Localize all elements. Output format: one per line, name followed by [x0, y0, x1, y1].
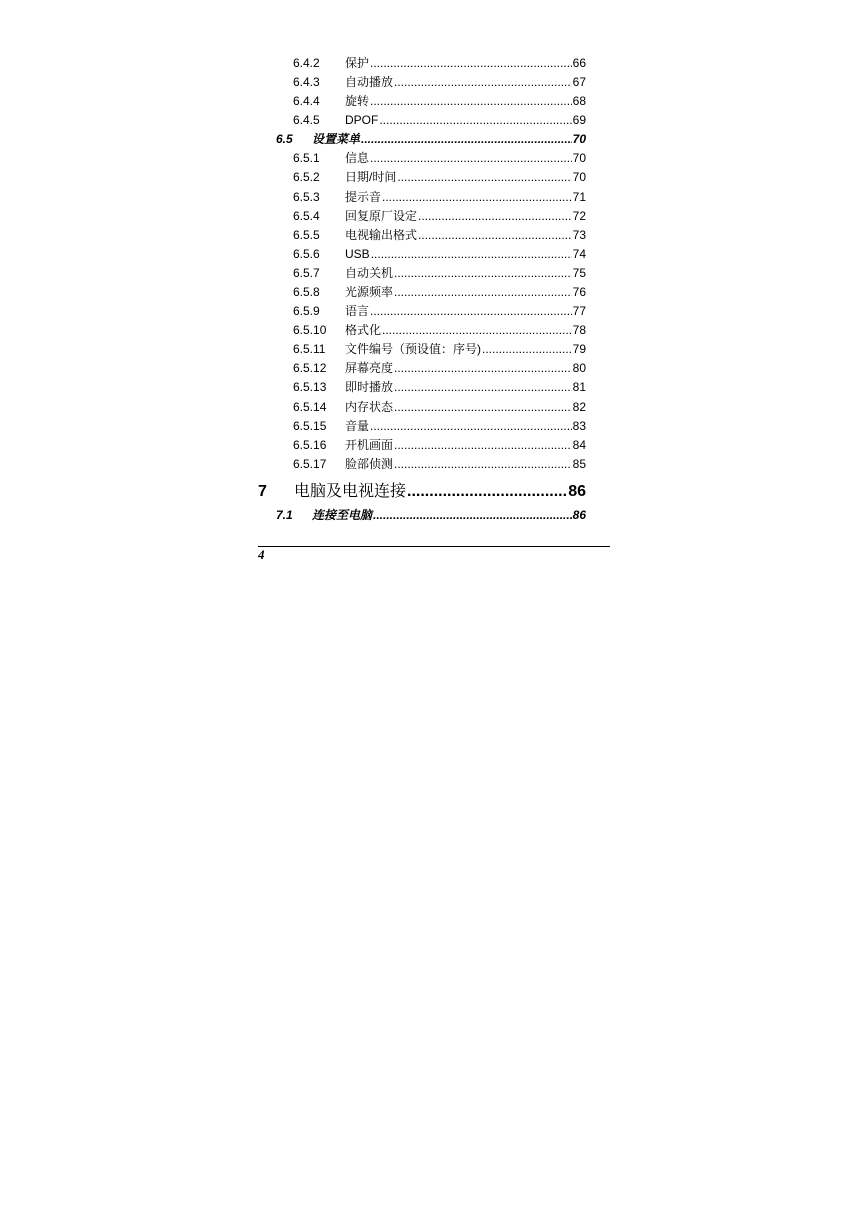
dot-leader: [370, 55, 572, 71]
toc-entry[interactable]: [293, 74, 586, 90]
toc-entry-page: 70: [572, 132, 586, 146]
toc-entry-title: 语言: [345, 304, 370, 318]
dot-leader: [370, 418, 572, 434]
toc-entry-title: 电脑及电视连接: [294, 483, 407, 500]
toc-entry-title: 信息: [345, 151, 370, 165]
toc-entry[interactable]: [293, 246, 586, 262]
toc-entry-number: 6.4.4: [293, 94, 320, 108]
toc-entry[interactable]: [293, 55, 586, 71]
toc-entry-number: 6.5.7: [293, 266, 320, 280]
toc-entry-number: 6.4.5: [293, 113, 320, 127]
toc-entry-page: 68: [572, 94, 586, 108]
toc-entry-number: 6.4.2: [293, 56, 320, 70]
toc-entry-title: 设置菜单: [312, 132, 361, 146]
toc-entry-page: 77: [572, 304, 586, 318]
toc-entry-title: 格式化: [345, 323, 382, 337]
dot-leader: [371, 246, 572, 262]
dot-leader: [482, 341, 572, 357]
dot-leader: [394, 360, 572, 376]
toc-entry[interactable]: [293, 227, 586, 243]
toc-entry[interactable]: [293, 341, 586, 357]
toc-entry-title: 旋转: [345, 94, 370, 108]
toc-entry-title: 文件编号（预设值：序号): [345, 342, 481, 356]
toc-entry-title: 提示音: [345, 190, 382, 204]
dot-leader: [397, 169, 571, 185]
toc-entry-title: 即时播放: [345, 380, 394, 394]
toc-entry-number: 6.5.16: [293, 438, 327, 452]
toc-entry-number: 6.5.1: [293, 151, 320, 165]
toc-entry-title: DPOF: [345, 113, 379, 127]
toc-entry-number: 6.5.13: [293, 380, 327, 394]
toc-chapter-entry[interactable]: [258, 481, 586, 503]
dot-leader: [418, 227, 572, 243]
dot-leader: [361, 131, 572, 147]
toc-entry-page: 67: [572, 75, 586, 89]
toc-entry[interactable]: [293, 360, 586, 376]
toc-entry[interactable]: [293, 399, 586, 415]
dot-leader: [394, 284, 572, 300]
toc-entry-page: 72: [572, 209, 586, 223]
toc-entry-title: 日期/时间: [345, 170, 397, 184]
toc-entry-title: 开机画面: [345, 438, 394, 452]
toc-entry[interactable]: [293, 208, 586, 224]
toc-entry-number: 6.5.12: [293, 361, 327, 375]
toc-entry-number: 6.5.17: [293, 457, 327, 471]
dot-leader: [394, 437, 572, 453]
toc-entry-page: 81: [572, 380, 586, 394]
dot-leader: [370, 150, 572, 166]
toc-entry-number: 6.5.15: [293, 419, 327, 433]
page-number: 4: [258, 547, 265, 562]
toc-entry[interactable]: [293, 189, 586, 205]
toc-entry-page: 71: [572, 190, 586, 204]
dot-leader: [370, 303, 572, 319]
toc-entry-page: 86: [572, 508, 586, 522]
toc-entry[interactable]: [293, 379, 586, 395]
toc-entry-title: 回复原厂设定: [345, 209, 418, 223]
toc-entry[interactable]: [293, 284, 586, 300]
toc-entry-page: 78: [572, 323, 586, 337]
toc-entry-number: 7.1: [276, 508, 293, 522]
toc-entry-number: 6.4.3: [293, 75, 320, 89]
toc-entry-number: 6.5.9: [293, 304, 320, 318]
toc-entry-title: 保护: [345, 56, 370, 70]
toc-entry-page: 82: [572, 400, 586, 414]
toc-entry[interactable]: [293, 93, 586, 109]
toc-entry[interactable]: [293, 418, 586, 434]
dot-leader: [394, 265, 572, 281]
toc-entry-title: 自动关机: [345, 266, 394, 280]
toc-entry-number: 6.5.5: [293, 228, 320, 242]
toc-entry-number: 7: [258, 483, 267, 500]
dot-leader: [394, 399, 572, 415]
toc-entry-page: 83: [572, 419, 586, 433]
toc-entry-number: 6.5.2: [293, 170, 320, 184]
dot-leader: [394, 74, 572, 90]
toc-entry[interactable]: [293, 437, 586, 453]
toc-entry-page: 84: [572, 438, 586, 452]
toc-entry-page: 73: [572, 228, 586, 242]
toc-entry-page: 85: [572, 457, 586, 471]
toc-entry-number: 6.5.11: [293, 342, 326, 356]
dot-leader: [382, 189, 572, 205]
toc-entry-title: 屏幕亮度: [345, 361, 394, 375]
toc-entry-title: 音量: [345, 419, 370, 433]
toc-entry-title: 脸部侦测: [345, 457, 394, 471]
toc-entry[interactable]: [293, 169, 586, 185]
toc-entry[interactable]: [293, 150, 586, 166]
toc-entry-title: 连接至电脑: [312, 508, 373, 522]
toc-section-entry[interactable]: [276, 131, 586, 147]
toc-entry-number: 6.5.6: [293, 247, 320, 261]
dot-leader: [379, 112, 571, 128]
dot-leader: [394, 456, 572, 472]
dot-leader: [418, 208, 572, 224]
dot-leader: [407, 481, 567, 503]
toc-entry-page: 70: [572, 151, 586, 165]
toc-entry[interactable]: [293, 303, 586, 319]
toc-entry-page: 70: [572, 170, 586, 184]
toc-entry-title: 自动播放: [345, 75, 394, 89]
toc-entry-title: USB: [345, 247, 370, 261]
dot-leader: [382, 322, 572, 338]
dot-leader: [370, 93, 572, 109]
toc-entry[interactable]: [293, 322, 586, 338]
toc-entry-title: 光源频率: [345, 285, 394, 299]
toc-entry-page: 74: [572, 247, 586, 261]
toc-entry-title: 内存状态: [345, 400, 394, 414]
footer-rule: [258, 546, 610, 547]
toc-section-entry[interactable]: [276, 507, 586, 523]
toc-entry-page: 86: [568, 483, 586, 500]
toc-entry-page: 69: [572, 113, 586, 127]
toc-entry-number: 6.5.14: [293, 400, 327, 414]
toc-entry[interactable]: [293, 112, 586, 128]
toc-entry-number: 6.5.8: [293, 285, 320, 299]
toc-entry-number: 6.5.10: [293, 323, 327, 337]
toc-entry-page: 75: [572, 266, 586, 280]
toc-entry-page: 76: [572, 285, 586, 299]
toc-entry-number: 6.5.3: [293, 190, 320, 204]
toc-entry-page: 66: [572, 56, 586, 70]
dot-leader: [373, 507, 572, 523]
toc-entry-number: 6.5.4: [293, 209, 320, 223]
toc-entry-title: 电视输出格式: [345, 228, 418, 242]
toc-entry-page: 79: [572, 342, 586, 356]
toc-entry-number: 6.5: [276, 132, 293, 146]
toc-entry-page: 80: [572, 361, 586, 375]
dot-leader: [394, 379, 572, 395]
toc-entry[interactable]: [293, 265, 586, 281]
toc-entry[interactable]: [293, 456, 586, 472]
